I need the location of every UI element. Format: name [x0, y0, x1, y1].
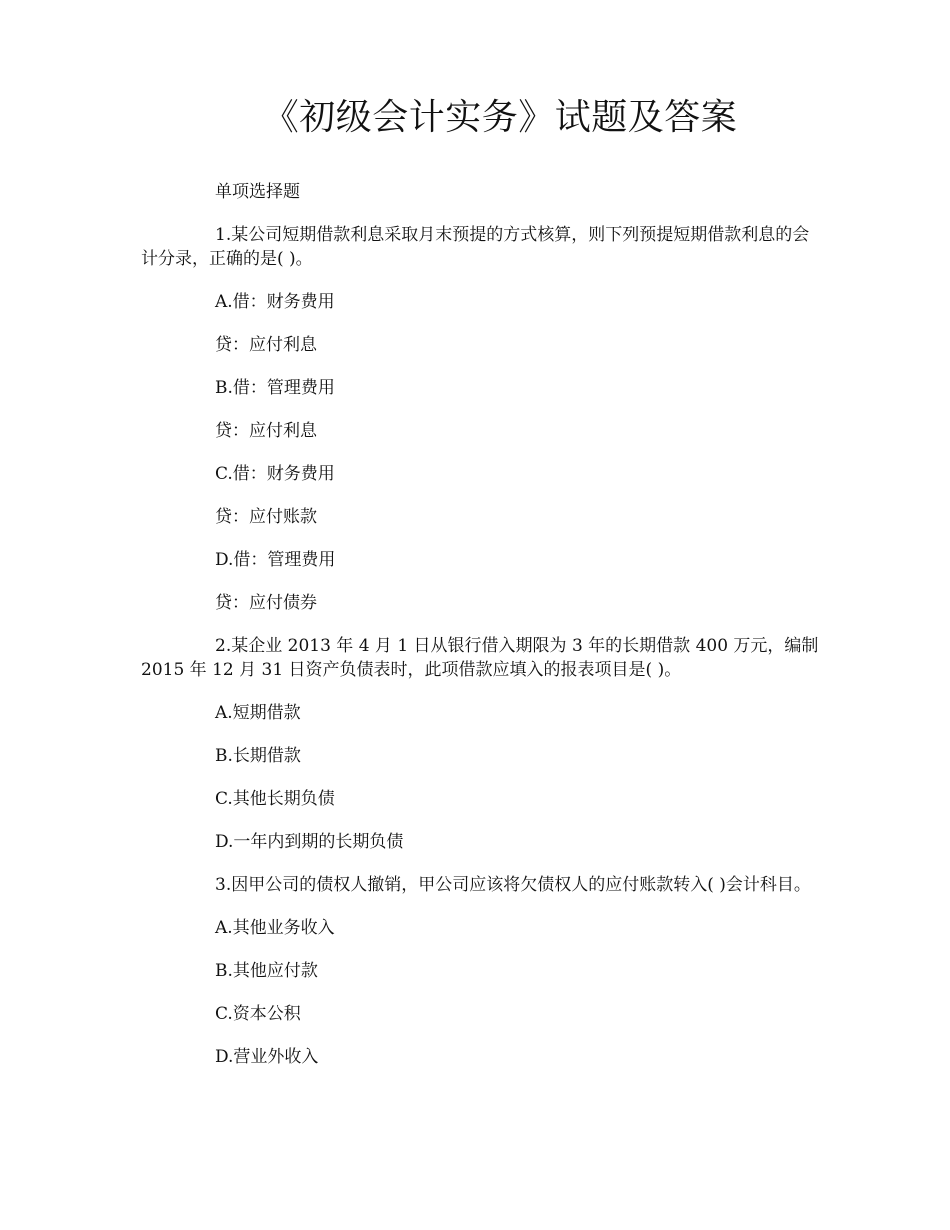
document-title: 《初级会计实务》试题及答案 [262, 97, 738, 138]
question-2-option-d: D.一年内到期的长期负债 [215, 832, 404, 852]
question-3-option-d: D.营业外收入 [215, 1047, 319, 1067]
question-1-option-b-debit: B.借：管理费用 [215, 378, 335, 398]
document-body [141, 180, 821, 1069]
question-3-option-a: A.其他业务收入 [215, 918, 335, 938]
question-1-option-c-debit: C.借：财务费用 [215, 464, 335, 484]
question-1-option-d-debit: D.借：管理费用 [215, 550, 336, 570]
question-2-stem: 2.某企业 2013 年 4 月 1 日从银行借入期限为 3 年的长期借款 400 万元，编制 2015 年 12 月 31 日资产负债表时，此项借款应填入的报表项目是( )。 [141, 636, 819, 680]
question-1-option-a-debit: A.借：财务费用 [215, 292, 335, 312]
question-2-option-b: B.长期借款 [215, 746, 301, 766]
question-3-option-b: B.其他应付款 [215, 961, 318, 981]
question-2-option-c: C.其他长期负债 [215, 789, 335, 809]
question-1-stem: 1.某公司短期借款利息采取月末预提的方式核算，则下列预提短期借款利息的会计分录，正确的是( )。 [141, 225, 810, 269]
question-3-stem: 3.因甲公司的债权人撤销，甲公司应该将欠债权人的应付账款转入( )会计科目。 [215, 875, 811, 895]
question-2-option-a: A.短期借款 [215, 703, 301, 723]
question-1-option-c-credit: 贷：应付账款 [215, 507, 317, 527]
question-1-option-a-credit: 贷：应付利息 [215, 335, 317, 355]
question-3-option-c: C.资本公积 [215, 1004, 301, 1024]
question-1-option-d-credit: 贷：应付债券 [215, 593, 317, 613]
question-1-option-b-credit: 贷：应付利息 [215, 421, 317, 441]
section-heading: 单项选择题 [215, 182, 300, 202]
